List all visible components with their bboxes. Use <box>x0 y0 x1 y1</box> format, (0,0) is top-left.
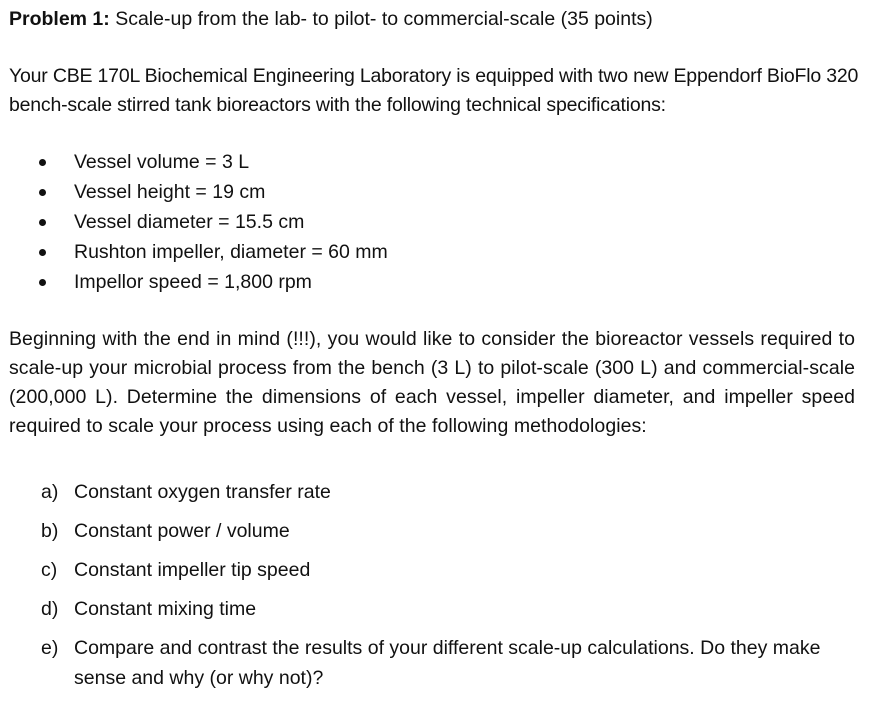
task-text: Constant power / volume <box>74 520 290 542</box>
problem-title: Scale-up from the lab- to pilot- to commercial-scale (35 points) <box>109 8 653 30</box>
task-item <box>9 555 869 585</box>
task-marker: a) <box>41 481 59 503</box>
spec-text: Vessel height = 19 cm <box>74 181 266 203</box>
spec-item <box>9 267 388 297</box>
spec-text: Impellor speed = 1,800 rpm <box>74 271 312 293</box>
problem-heading <box>9 8 653 30</box>
task-text: Constant impeller tip speed <box>74 559 311 581</box>
task-item <box>9 633 869 693</box>
spec-list <box>9 147 388 297</box>
spec-item <box>9 177 388 207</box>
spec-item <box>9 237 388 267</box>
bullet-icon <box>39 249 46 256</box>
bullet-icon <box>39 189 46 196</box>
bullet-icon <box>39 159 46 166</box>
task-text: Constant oxygen transfer rate <box>74 481 331 503</box>
spec-text: Rushton impeller, diameter = 60 mm <box>74 241 388 263</box>
task-marker: b) <box>41 520 59 542</box>
spec-text: Vessel diameter = 15.5 cm <box>74 211 305 233</box>
task-text: Compare and contrast the results of your different scale-up calculations. Do they make sense and why (or why not)? <box>74 637 821 689</box>
task-marker: c) <box>41 559 58 581</box>
task-text: Constant mixing time <box>74 598 257 620</box>
task-marker: d) <box>41 598 59 620</box>
intro-paragraph: Your CBE 170L Biochemical Engineering Laboratory is equipped with two new Eppendorf BioFlo 320 bench-scale stirred tank bioreactors with the following technical specifications: <box>9 65 859 116</box>
task-item <box>9 594 869 624</box>
problem-label: Problem 1: <box>9 8 110 30</box>
task-item <box>9 477 869 507</box>
spec-item <box>9 147 388 177</box>
bullet-icon <box>39 219 46 226</box>
spec-text: Vessel volume = 3 L <box>74 151 250 173</box>
task-item <box>9 516 869 546</box>
task-list <box>9 477 869 702</box>
spec-item <box>9 207 388 237</box>
bullet-icon <box>39 279 46 286</box>
task-marker: e) <box>41 637 59 659</box>
body-paragraph: Beginning with the end in mind (!!!), you would like to consider the bioreactor vessels required to scale-up your microbial process from the bench (3 L) to pilot-scale (300 L) and commercial-scale (200,000 L). Determine the dimensions of each vessel, impeller diameter, and impeller speed required to scale your process using each of the following methodologies: <box>9 328 855 437</box>
